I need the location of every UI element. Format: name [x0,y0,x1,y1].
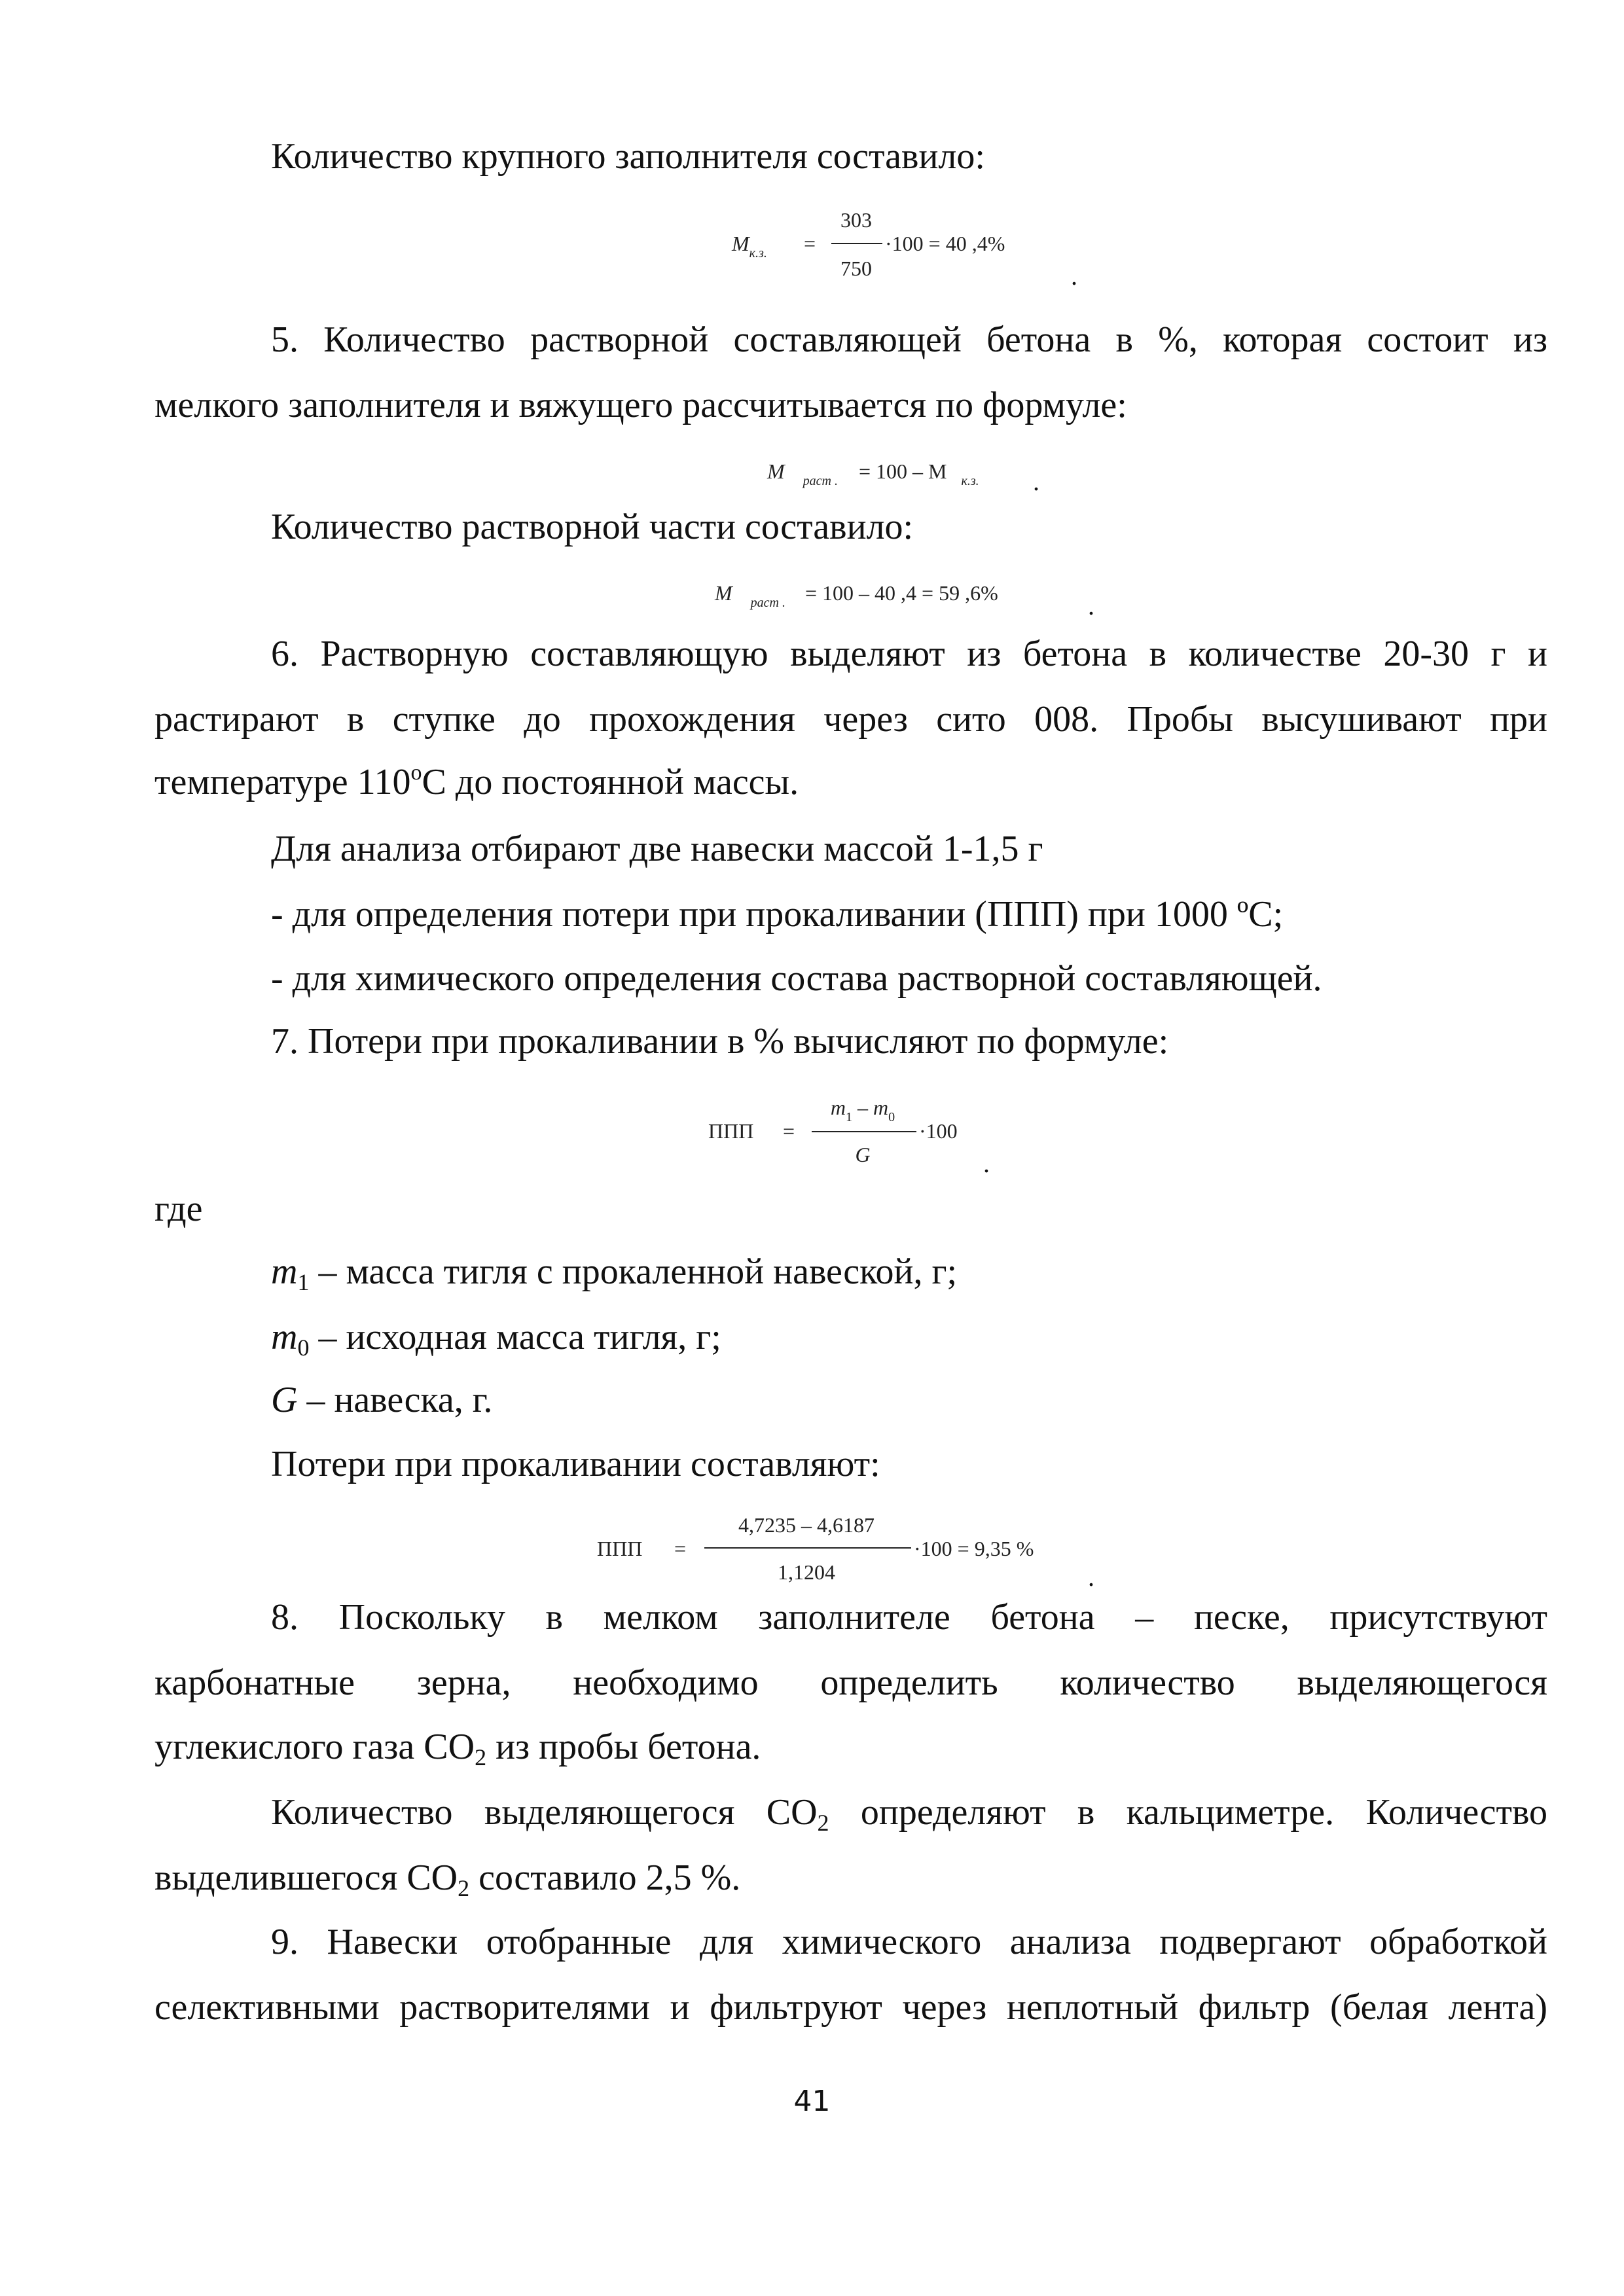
text-line: Потери при прокаливании составляют: [271,1444,880,1484]
text-line: 9. Навески отобранные для химического анализа подвергают обработкой [271,1922,1547,1962]
definition-m0: $m_0$ – исходная масса тигля, г; [271,1317,721,1361]
text-line: где [154,1189,203,1229]
text-line: 7. Потери при прокаливании в % вычисляют по формуле: [271,1021,1169,1062]
text-line: - для определения потери при прокаливании (ППП) при 1000 ºС; [271,894,1284,935]
definition-g: G – навеска, г. [271,1380,493,1420]
text-line: 8. Поскольку в мелком заполнителе бетона – песке, присутствуют [271,1597,1547,1638]
text-line: углекислого газа $СО_2$ из пробы бетона. [154,1727,761,1770]
page-number: 41 [793,2085,831,2118]
text-line: - для химического определения состава растворной составляющей. [271,958,1322,999]
text-line: растирают в ступке до прохождения через сито 008. Пробы высушивают при [154,699,1547,740]
text-line: селективными растворителями и фильтруют через неплотный фильтр (белая лента) [154,1987,1547,2028]
text-line: мелкого заполнителя и вяжущего рассчитывается по формуле: [154,385,1127,425]
text-line: Количество крупного заполнителя составило: [271,136,985,177]
text-line: Количество выделяющегося $СО_2$ определяют в кальциметре. Количество [271,1792,1548,1836]
text-line: температуре 110$^o$С до постоянной массы. [154,761,799,802]
text-line: выделившегося $СО_2$ составило 2,5 %. [154,1857,741,1901]
text-line: Количество растворной части составило: [271,507,914,547]
text-line: 6. Растворную составляющую выделяют из бетона в количестве 20-30 г и [271,634,1547,674]
text-line: карбонатные зерна, необходимо определить количество выделяющегося [154,1662,1547,1703]
text-line: Для анализа отбирают две навески массой 1-1,5 г [271,829,1043,869]
text-line: 5. Количество растворной составляющей бетона в %, которая состоит из [271,319,1547,360]
definition-m1: $m_1$ – масса тигля с прокаленной навеской, г; [271,1251,958,1295]
